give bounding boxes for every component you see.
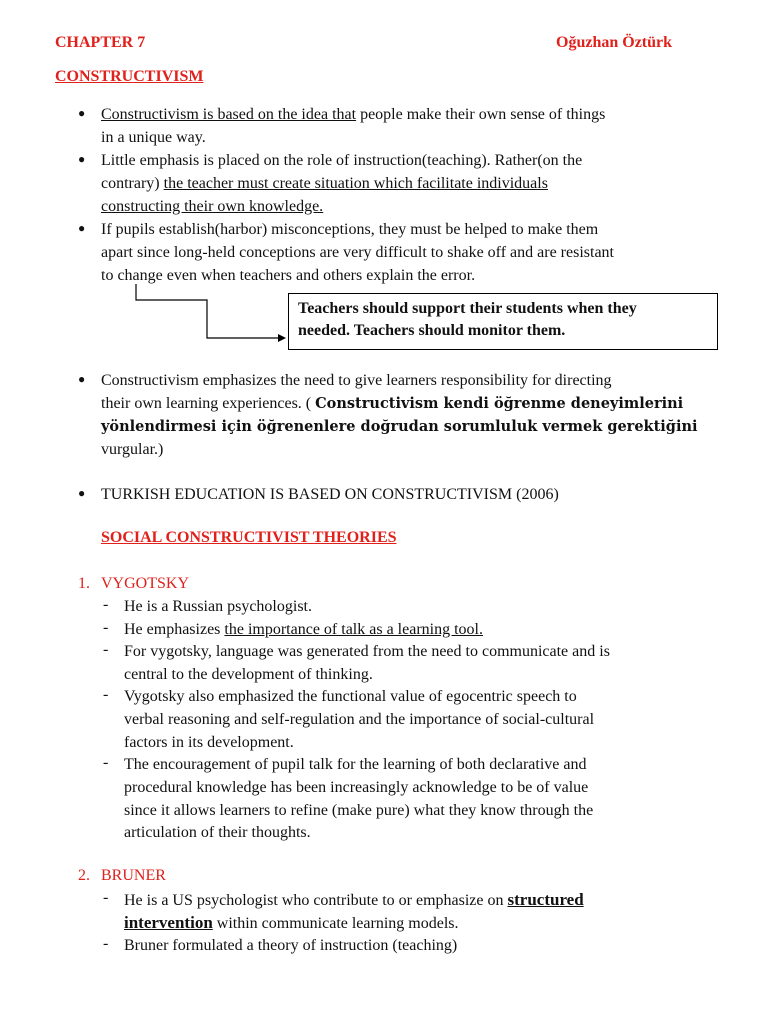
bruner-item-1-line-2: intervention within communicate learning models.: [124, 913, 459, 932]
vygotsky-item-3-line-1: For vygotsky, language was generated from the need to communicate and is: [124, 643, 610, 660]
callout-line-2: needed. Teachers should monitor them.: [298, 322, 566, 339]
bullet-1-line-1: Constructivism is based on the idea that people make their own sense of things: [101, 106, 606, 123]
vygotsky-item-2: He emphasizes the importance of talk as a learning tool.: [124, 621, 483, 638]
callout-box: [288, 293, 718, 350]
bullet-4-line-4: vurgular.): [101, 441, 164, 458]
dash-marker: -: [103, 686, 109, 703]
dash-marker: -: [103, 935, 109, 952]
bullet-3-line-3: to change even when teachers and others explain the error.: [101, 267, 476, 284]
dash-marker: -: [103, 596, 109, 613]
vygotsky-item-1: He is a Russian psychologist.: [124, 598, 312, 615]
section-heading: SOCIAL CONSTRUCTIVIST THEORIES: [101, 529, 397, 546]
bruner-heading: BRUNER: [101, 867, 166, 884]
bullet-2-line-1: Little emphasis is placed on the role of instruction(teaching). Rather(on the: [101, 152, 583, 169]
vygotsky-item-5-line-4: articulation of their thoughts.: [124, 824, 311, 841]
bullet-3-line-1: If pupils establish(harbor) misconceptions, they must be helped to make them: [101, 221, 599, 238]
bullet-4-line-1: Constructivism emphasizes the need to give learners responsibility for directing: [101, 372, 612, 389]
bullet-2-line-3: constructing their own knowledge.: [101, 198, 324, 215]
list-number: 1.: [78, 575, 90, 592]
dash-marker: -: [103, 754, 109, 771]
vygotsky-item-5-line-3: since it allows learners to refine (make pure) what they know through the: [124, 802, 594, 819]
vygotsky-item-4-line-3: factors in its development.: [124, 734, 294, 751]
list-number: 2.: [78, 867, 90, 884]
dash-marker: -: [103, 889, 109, 906]
bullet-dot: ●: [78, 152, 86, 166]
bullet-dot: ●: [78, 486, 86, 500]
author-name: Oğuzhan Öztürk: [556, 34, 673, 51]
bullet-dot: ●: [78, 372, 86, 386]
page-title: CONSTRUCTIVISM: [55, 68, 204, 85]
bullet-dot: ●: [78, 221, 86, 235]
bullet-4-line-3: yönlendirmesi için öğrenenlere doğrudan sorumluluk vermek gerektiğini: [101, 418, 698, 435]
vygotsky-item-3-line-2: central to the development of thinking.: [124, 666, 373, 683]
bruner-item-1-line-1: He is a US psychologist who contribute to or emphasize on structured: [124, 890, 584, 909]
callout-line-1: Teachers should support their students when they: [298, 300, 637, 317]
bullet-4-line-2: their own learning experiences. ( Constructivism kendi öğrenme deneyimlerini: [101, 395, 684, 412]
bullet-3-line-2: apart since long-held conceptions are very difficult to shake off and are resistant: [101, 244, 614, 261]
chapter-label: CHAPTER 7: [55, 34, 146, 51]
vygotsky-heading: VYGOTSKY: [101, 575, 189, 592]
vygotsky-item-5-line-2: procedural knowledge has been increasingly acknowledge to be of value: [124, 779, 589, 796]
bullet-1-line-2: in a unique way.: [101, 129, 206, 146]
bullet-2-line-2: contrary) the teacher must create situation which facilitate individuals: [101, 175, 548, 192]
dash-marker: -: [103, 641, 109, 658]
bullet-5-line-1: TURKISH EDUCATION IS BASED ON CONSTRUCTIVISM (2006): [101, 486, 559, 503]
bruner-item-2: Bruner formulated a theory of instruction (teaching): [124, 937, 458, 954]
connector-arrow: [130, 282, 290, 344]
vygotsky-item-5-line-1: The encouragement of pupil talk for the learning of both declarative and: [124, 756, 587, 773]
vygotsky-item-4-line-2: verbal reasoning and self-regulation and the importance of social-cultural: [124, 711, 595, 728]
bullet-dot: ●: [78, 106, 86, 120]
vygotsky-item-4-line-1: Vygotsky also emphasized the functional value of egocentric speech to: [124, 688, 577, 705]
dash-marker: -: [103, 619, 109, 636]
